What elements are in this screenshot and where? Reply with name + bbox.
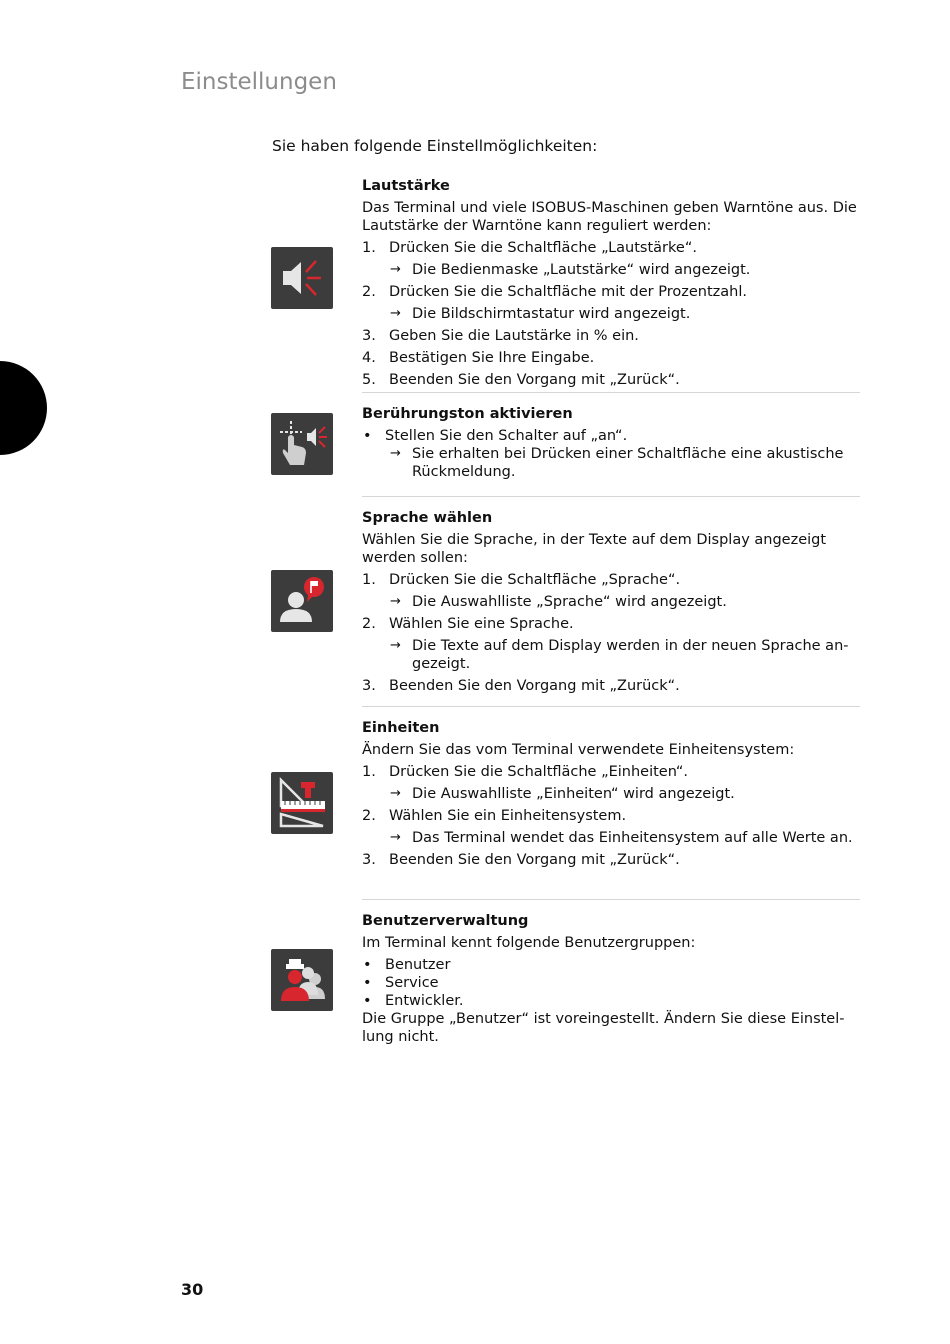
- step-item: [362, 571, 860, 589]
- bullet-text: Benutzer: [385, 957, 451, 973]
- result-text: Die Auswahlliste „Sprache“ wird angezeigt.: [412, 594, 727, 610]
- touch-sound-icon: [271, 413, 333, 475]
- step-item: [362, 327, 860, 345]
- step-number: 2.: [362, 284, 376, 300]
- result-item: [362, 305, 860, 323]
- result-text: Die Texte auf dem Display werden in der neuen Sprache angezeigt.: [412, 638, 849, 672]
- bullet-icon: •: [363, 993, 372, 1009]
- section-user-management: [362, 912, 860, 1050]
- bullet-text: Service: [385, 975, 439, 991]
- step-number: 2.: [362, 808, 376, 824]
- bullet-text: Entwickler.: [385, 993, 464, 1009]
- step-text: Geben Sie die Lautstärke in % ein.: [389, 328, 639, 344]
- result-item: [362, 445, 860, 481]
- bullet-icon: •: [363, 975, 372, 991]
- section-divider: [362, 496, 860, 497]
- step-item: [362, 349, 860, 367]
- units-icon: [271, 772, 333, 834]
- step-item: [362, 283, 860, 301]
- section-note: Die Gruppe „Benutzer“ ist voreingestellt. Ändern Sie diese Einstellung nicht.: [362, 1011, 845, 1045]
- result-item: [362, 829, 860, 847]
- result-text: Sie erhalten bei Drücken einer Schaltfläche eine akustische Rückmeldung.: [412, 446, 844, 480]
- section-divider: [362, 706, 860, 707]
- step-item: [362, 763, 860, 781]
- step-item: [362, 677, 860, 695]
- step-number: 3.: [362, 852, 376, 868]
- section-divider: [362, 899, 860, 900]
- step-number: 3.: [362, 678, 376, 694]
- bullet-text: Stellen Sie den Schalter auf „an“.: [385, 428, 628, 444]
- step-text: Beenden Sie den Vorgang mit „Zurück“.: [389, 678, 680, 694]
- section-description: Ändern Sie das vom Terminal verwendete Einheitensystem:: [362, 742, 795, 758]
- result-item: [362, 261, 860, 279]
- step-item: [362, 807, 860, 825]
- step-item: [362, 615, 860, 633]
- page-number: 30: [181, 1280, 204, 1299]
- step-number: 2.: [362, 616, 376, 632]
- section-title: Einheiten: [362, 720, 440, 736]
- step-number: 3.: [362, 328, 376, 344]
- section-description: Das Terminal und viele ISOBUS-Maschinen geben Warntöne aus. Die Lautstärke der Warntöne kann reguliert werden:: [362, 200, 857, 234]
- step-text: Drücken Sie die Schaltfläche „Einheiten“.: [389, 764, 688, 780]
- section-language: [362, 509, 860, 699]
- intro-text: Sie haben folgende Einstellmöglichkeiten:: [272, 137, 598, 155]
- step-number: 4.: [362, 350, 376, 366]
- section-title: Benutzerverwaltung: [362, 913, 529, 929]
- result-text: Die Bildschirmtastatur wird angezeigt.: [412, 306, 691, 322]
- arrow-right-icon: →: [390, 594, 401, 609]
- arrow-right-icon: →: [390, 262, 401, 277]
- step-text: Beenden Sie den Vorgang mit „Zurück“.: [389, 372, 680, 388]
- step-text: Bestätigen Sie Ihre Eingabe.: [389, 350, 595, 366]
- result-text: Das Terminal wendet das Einheitensystem auf alle Werte an.: [412, 830, 853, 846]
- chapter-title: Einstellungen: [181, 69, 337, 95]
- section-title: Lautstärke: [362, 178, 450, 194]
- bullet-item: [362, 992, 860, 1010]
- step-number: 5.: [362, 372, 376, 388]
- step-number: 1.: [362, 764, 376, 780]
- chapter-tab-marker: [0, 361, 47, 455]
- step-item: [362, 239, 860, 257]
- arrow-right-icon: →: [390, 446, 401, 461]
- section-volume: [362, 177, 860, 393]
- step-text: Drücken Sie die Schaltfläche „Sprache“.: [389, 572, 681, 588]
- volume-icon: [271, 247, 333, 309]
- user-management-icon: [271, 949, 333, 1011]
- section-units: [362, 719, 860, 873]
- result-item: [362, 593, 860, 611]
- arrow-right-icon: →: [390, 306, 401, 321]
- section-description: Wählen Sie die Sprache, in der Texte auf dem Display angezeigt werden sollen:: [362, 532, 827, 566]
- bullet-item: [362, 427, 860, 445]
- step-text: Beenden Sie den Vorgang mit „Zurück“.: [389, 852, 680, 868]
- arrow-right-icon: →: [390, 638, 401, 653]
- bullet-icon: •: [363, 428, 372, 444]
- step-text: Drücken Sie die Schaltfläche „Lautstärke“.: [389, 240, 697, 256]
- step-number: 1.: [362, 572, 376, 588]
- step-text: Drücken Sie die Schaltfläche mit der Prozentzahl.: [389, 284, 747, 300]
- step-text: Wählen Sie eine Sprache.: [389, 616, 574, 632]
- arrow-right-icon: →: [390, 786, 401, 801]
- step-number: 1.: [362, 240, 376, 256]
- arrow-right-icon: →: [390, 830, 401, 845]
- section-title: Sprache wählen: [362, 510, 493, 526]
- bullet-icon: •: [363, 957, 372, 973]
- result-item: [362, 637, 860, 673]
- step-item: [362, 371, 860, 389]
- step-text: Wählen Sie ein Einheitensystem.: [389, 808, 627, 824]
- step-item: [362, 851, 860, 869]
- bullet-item: [362, 974, 860, 992]
- section-divider: [362, 392, 860, 393]
- section-description: Im Terminal kennt folgende Benutzergruppen:: [362, 935, 696, 951]
- result-item: [362, 785, 860, 803]
- section-touch-sound: [362, 405, 860, 485]
- bullet-item: [362, 956, 860, 974]
- section-title: Berührungston aktivieren: [362, 406, 573, 422]
- language-icon: [271, 570, 333, 632]
- result-text: Die Bedienmaske „Lautstärke“ wird angezeigt.: [412, 262, 751, 278]
- result-text: Die Auswahlliste „Einheiten“ wird angezeigt.: [412, 786, 735, 802]
